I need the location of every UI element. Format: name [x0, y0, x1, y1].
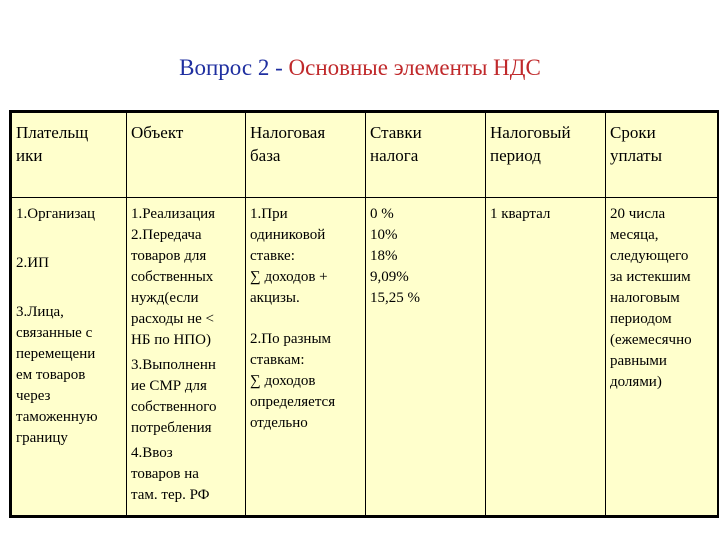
payer-entrepreneurs: 2.ИП	[16, 255, 49, 271]
table-body-row	[12, 198, 718, 516]
period-value: 1 квартал	[490, 206, 551, 222]
rate-9-09: 9,09%	[370, 269, 409, 285]
rate-15-25: 15,25 %	[370, 290, 420, 306]
cell-tax-rates	[366, 198, 486, 516]
payment-terms-text: 20 числа месяца, следующего за истекшим налоговым периодом (ежемесячно равными долями)	[610, 206, 692, 390]
header-tax-base: Налоговая база	[246, 113, 366, 198]
header-payment-terms: Сроки уплаты	[606, 113, 718, 198]
slide-title	[0, 53, 720, 83]
nds-elements-table	[9, 110, 719, 518]
object-item-3: 3.Выполненн ие СМР для собственного потребления	[131, 357, 217, 436]
cell-payers	[12, 198, 127, 516]
nds-table	[11, 112, 718, 516]
base-different-rates: 2.По разным ставкам: ∑ доходов определяется отдельно	[250, 331, 336, 431]
cell-payment-terms	[606, 198, 718, 516]
payer-customs-persons: 3.Лица, связанные с перемещени ем товаров через таможенную границу	[16, 304, 98, 446]
object-item-1: 1.Реализация	[131, 206, 216, 222]
base-single-rate: 1.При одиниковой ставке: ∑ доходов + акцизы.	[250, 206, 328, 306]
object-item-2: 2.Передача товаров для собственных нужд(если расходы не < НБ по НПО)	[131, 227, 214, 348]
header-tax-period: Налоговый период	[486, 113, 606, 198]
table-header-row	[12, 113, 718, 198]
rate-10: 10%	[370, 227, 398, 243]
title-question-number: Вопрос 2 -	[179, 55, 289, 80]
header-object: Объект	[127, 113, 246, 198]
cell-tax-base	[246, 198, 366, 516]
rate-18: 18%	[370, 248, 398, 264]
cell-object	[127, 198, 246, 516]
payer-organizations: 1.Организац	[16, 206, 96, 222]
header-tax-rates: Ставки налога	[366, 113, 486, 198]
header-payers: Плательщ ики	[12, 113, 127, 198]
cell-tax-period	[486, 198, 606, 516]
title-topic: Основные элементы НДС	[288, 55, 541, 80]
object-item-4: 4.Ввоз товаров на там. тер. РФ	[131, 445, 210, 503]
rate-0: 0 %	[370, 206, 394, 222]
